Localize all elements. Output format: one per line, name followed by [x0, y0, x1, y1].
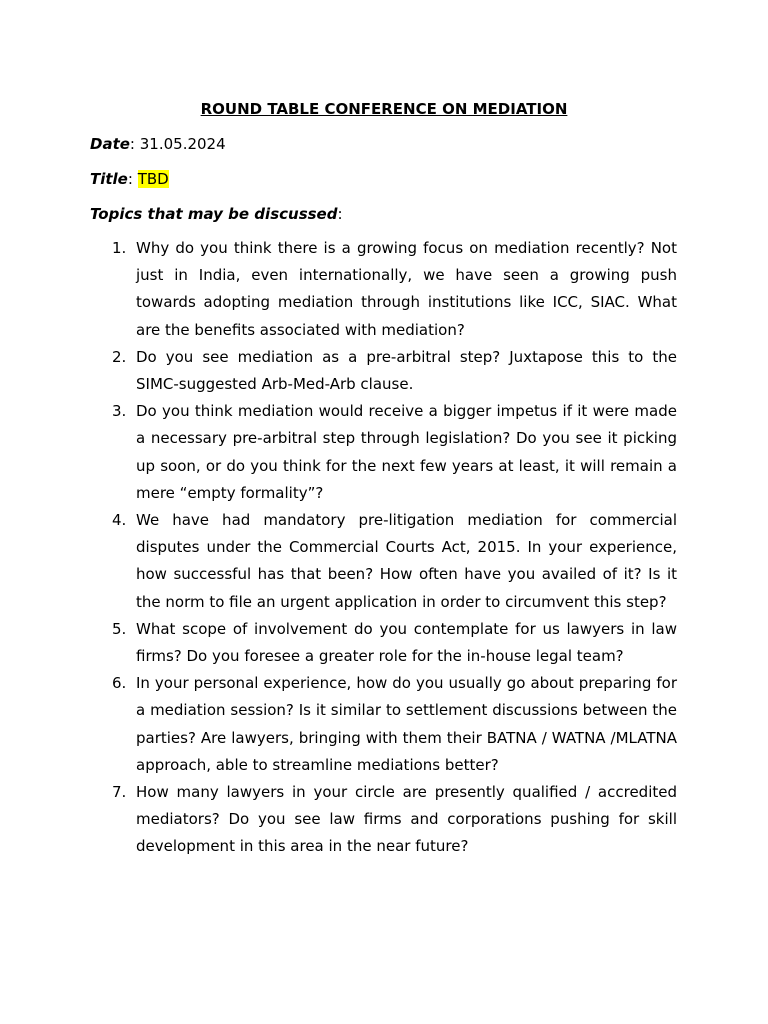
- topic-text: Why do you think there is a growing focus on mediation recently? Not just in India, even internationally, we have seen a growing push towards adopting mediation through institutions like ICC, SIAC. What are the benefits associated with mediation?: [136, 239, 677, 339]
- topic-number: 3.: [112, 402, 127, 421]
- topic-item: [90, 670, 677, 779]
- topic-item: [90, 235, 677, 344]
- topic-text: How many lawyers in your circle are presently qualified / accredited mediators? Do you see law firms and corporations pushing for skill development in this area in the near future?: [136, 783, 677, 856]
- topic-item: [90, 616, 677, 670]
- topic-number: 1.: [112, 239, 127, 257]
- topic-number: 7.: [112, 783, 127, 802]
- topic-number: 5.: [112, 619, 127, 638]
- topic-item: [90, 398, 677, 507]
- title-value: TBD: [137, 170, 169, 188]
- title-label: Title: [90, 170, 128, 188]
- title-line: Title: TBD: [90, 170, 169, 188]
- topic-text: What scope of involvement do you contemplate for us lawyers in law firms? Do you foresee a greater role for the in-house legal team?: [136, 619, 677, 666]
- topic-text: Do you think mediation would receive a bigger impetus if it were made a necessary pre-arbitral step through legislation? Do you see it picking up soon, or do you think for the next few years at least, it will remain a mere “empty formality”?: [136, 402, 677, 502]
- document-heading: ROUND TABLE CONFERENCE ON MEDIATION: [200, 100, 568, 118]
- topics-label: Topics that may be discussed: [90, 205, 338, 223]
- topic-number: 4.: [112, 511, 127, 530]
- topics-line: Topics that may be discussed:: [90, 205, 343, 223]
- topic-item: [90, 779, 677, 861]
- topic-text: Do you see mediation as a pre-arbitral step? Juxtapose this to the SIMC-suggested Arb-Med-Arb clause.: [136, 347, 677, 394]
- date-line: Date: 31.05.2024: [90, 135, 226, 153]
- date-value: 31.05.2024: [139, 135, 226, 153]
- date-label: Date: [90, 135, 130, 153]
- topics-list: [90, 235, 677, 861]
- topic-text: We have had mandatory pre-litigation mediation for commercial disputes under the Commercial Courts Act, 2015. In your experience, how successful has that been? How often have you availed of it? Is it the norm to file an urgent application in order to circumvent this step?: [136, 511, 677, 611]
- topic-number: 2.: [112, 347, 127, 366]
- topic-item: [90, 507, 677, 616]
- topic-item: [90, 344, 677, 398]
- topic-number: 6.: [112, 674, 127, 693]
- topic-text: In your personal experience, how do you usually go about preparing for a mediation session? Is it similar to settlement discussions between the parties? Are lawyers, bringing with them their BATNA / WATNA /MLATNA approach, able to streamline mediations better?: [136, 674, 677, 774]
